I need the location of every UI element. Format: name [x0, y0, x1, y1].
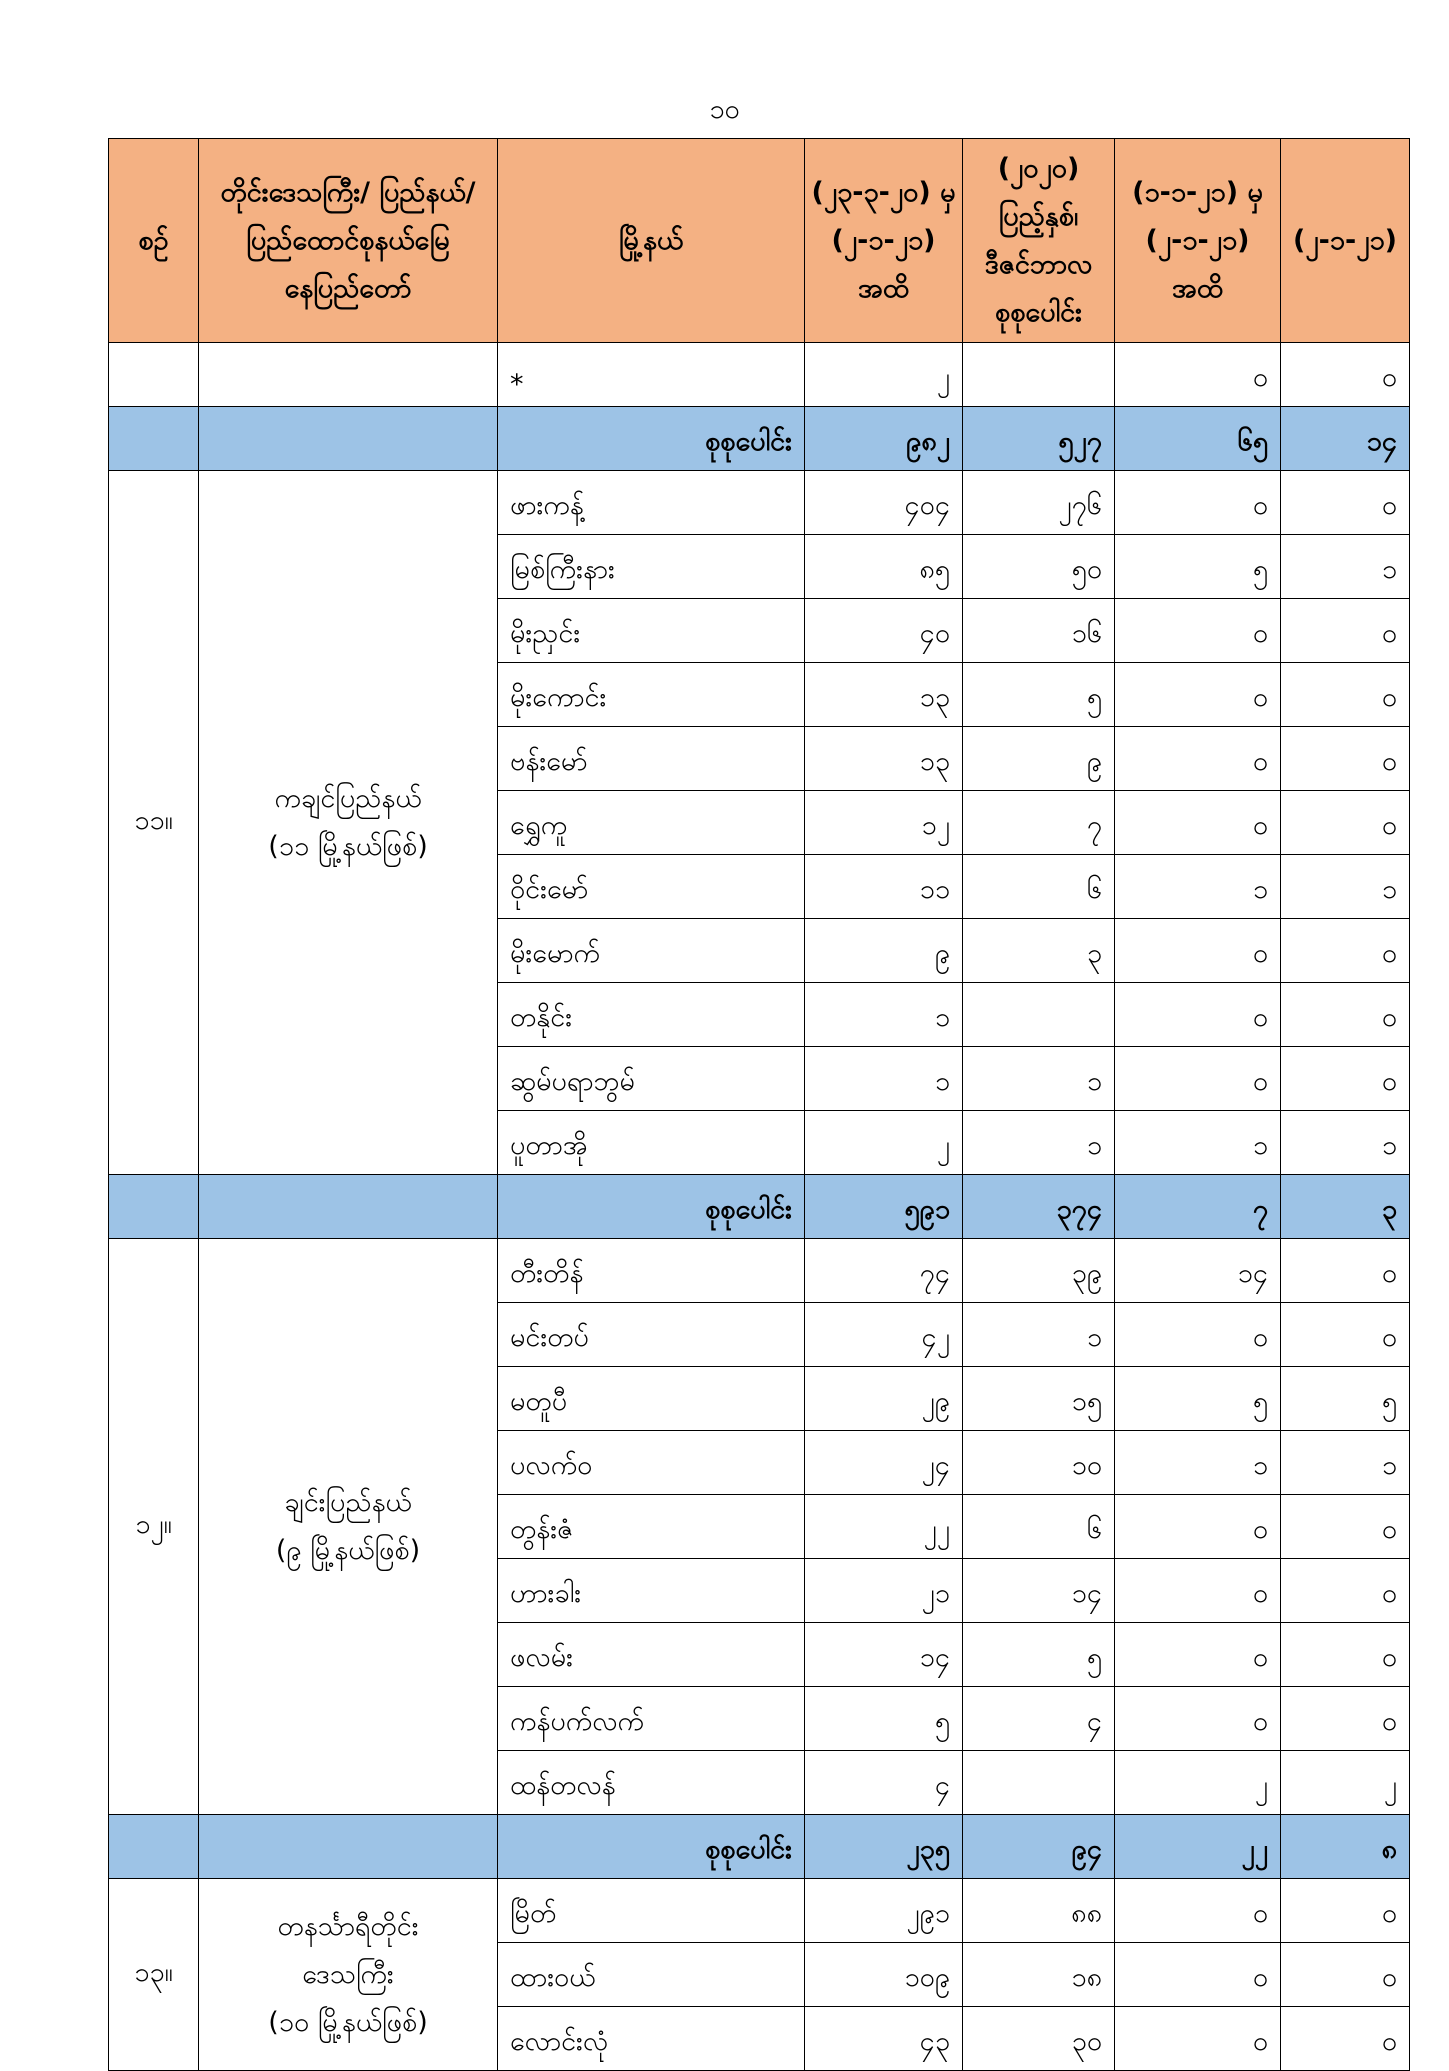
value-cell: ၀	[1281, 2007, 1410, 2071]
header-period-c	[1115, 139, 1281, 343]
value-cell: ၂	[805, 1111, 963, 1175]
value-cell: ၅	[963, 1623, 1115, 1687]
value-cell: ၀	[1115, 1623, 1281, 1687]
value-cell: ၄	[805, 1751, 963, 1815]
value-cell: ၀	[1281, 1943, 1410, 2007]
township-cell: တွန်းဇံ	[498, 1495, 805, 1559]
value-cell: ၄၀	[805, 599, 963, 663]
value-cell: ၀	[1281, 343, 1410, 407]
value-cell: ၀	[1281, 983, 1410, 1047]
value-cell: ၈၈	[963, 1879, 1115, 1943]
value-cell: ၀	[1281, 1623, 1410, 1687]
header-township: မြို့နယ်	[498, 139, 805, 343]
value-cell: ၀	[1115, 727, 1281, 791]
value-cell: ၂	[1281, 1751, 1410, 1815]
township-cell: တနိုင်း	[498, 983, 805, 1047]
subtotal-value: ၃၇၄	[963, 1175, 1115, 1239]
value-cell: ၂၂	[805, 1495, 963, 1559]
subtotal-empty-cell	[109, 1175, 199, 1239]
subtotal-value: ၆၅	[1115, 407, 1281, 471]
subtotal-label: စုစုပေါင်း	[498, 1175, 805, 1239]
header-line: အထိ	[858, 272, 909, 304]
value-cell: ၅	[1115, 1367, 1281, 1431]
township-cell: ဖားကန့်	[498, 471, 805, 535]
value-cell: ၀	[1115, 663, 1281, 727]
value-cell: ၀	[1281, 599, 1410, 663]
value-cell: ၆	[963, 855, 1115, 919]
value-cell: ၀	[1281, 919, 1410, 983]
value-cell: ၁၆	[963, 599, 1115, 663]
header-period-a	[805, 139, 963, 343]
value-cell: ၁	[1281, 535, 1410, 599]
subtotal-value: ၉၄	[963, 1815, 1115, 1879]
value-cell: ၂၇၆	[963, 471, 1115, 535]
page-number: ၁၀	[709, 94, 740, 125]
township-cell: ဗန်းမော်	[498, 727, 805, 791]
value-cell: ၈၅	[805, 535, 963, 599]
value-cell: ၂	[805, 343, 963, 407]
value-cell: ၁၈	[963, 1943, 1115, 2007]
subtotal-value: ၉၈၂	[805, 407, 963, 471]
value-cell: ၀	[1115, 919, 1281, 983]
region-name-line: (၁၁ မြို့နယ်ဖြစ်)	[268, 830, 428, 862]
subtotal-value: ၃	[1281, 1175, 1410, 1239]
region-cell	[199, 1879, 498, 2071]
value-cell: ၁၂	[805, 791, 963, 855]
header-line: (၂-၁-၂၁)	[1145, 224, 1250, 256]
value-cell: ၁၅	[963, 1367, 1115, 1431]
value-cell: ၀	[1115, 1687, 1281, 1751]
value-cell: ၀	[1281, 1303, 1410, 1367]
header-serial-number: စဉ်	[109, 139, 199, 343]
value-cell: ၀	[1115, 1559, 1281, 1623]
value-cell: ၁၄	[963, 1559, 1115, 1623]
value-cell: ၄၂	[805, 1303, 963, 1367]
value-cell: ၇၄	[805, 1239, 963, 1303]
value-cell: ၅	[1115, 535, 1281, 599]
serial-number-cell: ၁၁။	[109, 471, 199, 1175]
header-line: (၂၃-၃-၂၀) မှ	[811, 176, 956, 208]
serial-cell	[109, 343, 199, 407]
value-cell: ၁၀	[963, 1431, 1115, 1495]
township-cell: မတူပီ	[498, 1367, 805, 1431]
township-cell: ဖလမ်း	[498, 1623, 805, 1687]
value-cell: ၁၄	[1115, 1239, 1281, 1303]
subtotal-value: ၈	[1281, 1815, 1410, 1879]
value-cell: ၀	[1115, 2007, 1281, 2071]
value-cell: ၁၃	[805, 727, 963, 791]
header-region-line: နေပြည်တော်	[284, 272, 412, 304]
value-cell	[963, 343, 1115, 407]
value-cell: ၁	[805, 983, 963, 1047]
value-cell: ၄၀၄	[805, 471, 963, 535]
region-group-tanintharyi	[109, 1879, 1410, 2071]
region-group-chin	[109, 1239, 1410, 1815]
township-cell: ကန်ပက်လက်	[498, 1687, 805, 1751]
value-cell	[963, 983, 1115, 1047]
value-cell: ၅	[963, 663, 1115, 727]
value-cell: ၁၄	[805, 1623, 963, 1687]
value-cell: ၀	[1281, 1879, 1410, 1943]
township-cell: မြိတ်	[498, 1879, 805, 1943]
township-cell: မိုးမောက်	[498, 919, 805, 983]
value-cell: ၃၀	[963, 2007, 1115, 2071]
value-cell: ၂၉	[805, 1367, 963, 1431]
table-row	[109, 1879, 1410, 1943]
value-cell: ၄၃	[805, 2007, 963, 2071]
table-row	[109, 471, 1410, 535]
subtotal-value: ၅၉၁	[805, 1175, 963, 1239]
value-cell: ၉	[805, 919, 963, 983]
value-cell: ၁	[1281, 855, 1410, 919]
region-name-line: ဒေသကြီး	[302, 1958, 394, 1990]
header-line: စုစုပေါင်း	[995, 296, 1082, 328]
value-cell: ၇	[963, 791, 1115, 855]
value-cell: ၁၃	[805, 663, 963, 727]
subtotal-row	[109, 1175, 1410, 1239]
township-cell: *	[498, 343, 805, 407]
header-line: ပြည့်နှစ်၊	[998, 200, 1079, 232]
township-cell: မင်းတပ်	[498, 1303, 805, 1367]
value-cell: ၁	[963, 1047, 1115, 1111]
value-cell: ၁	[1115, 1431, 1281, 1495]
header-line: (၁-၁-၂၁) မှ	[1132, 176, 1263, 208]
township-cell: မိုးကောင်း	[498, 663, 805, 727]
header-line: (၂-၁-၂၁)	[831, 224, 936, 256]
township-cell: ပူတာအို	[498, 1111, 805, 1175]
township-cell: မြစ်ကြီးနား	[498, 535, 805, 599]
subtotal-value: ၂၃၅	[805, 1815, 963, 1879]
region-group-kachin	[109, 471, 1410, 1175]
value-cell: ၁	[805, 1047, 963, 1111]
township-cell: ဝိုင်းမော်	[498, 855, 805, 919]
region-cell	[199, 1239, 498, 1815]
header-line: (၂၀၂၀)	[997, 152, 1080, 184]
subtotal-value: ၂၂	[1115, 1815, 1281, 1879]
value-cell: ၁	[1281, 1111, 1410, 1175]
subtotal-empty-cell	[199, 407, 498, 471]
subtotal-row	[109, 1815, 1410, 1879]
header-line: ဒီဇင်ဘာလ	[984, 248, 1093, 280]
subtotal-empty-cell	[199, 1175, 498, 1239]
value-cell: ၅	[1281, 1367, 1410, 1431]
subtotal-empty-cell	[199, 1815, 498, 1879]
header-region	[199, 139, 498, 343]
value-cell: ၀	[1281, 1559, 1410, 1623]
subtotal-empty-cell	[109, 1815, 199, 1879]
value-cell: ၂၉၁	[805, 1879, 963, 1943]
value-cell: ၁၀၉	[805, 1943, 963, 2007]
value-cell	[963, 1751, 1115, 1815]
table-row	[109, 1239, 1410, 1303]
subtotal-row	[109, 407, 1410, 471]
value-cell: ၃	[963, 919, 1115, 983]
value-cell: ၆	[963, 1495, 1115, 1559]
value-cell: ၀	[1115, 599, 1281, 663]
value-cell: ၀	[1115, 791, 1281, 855]
subtotal-value: ၁၄	[1281, 407, 1410, 471]
value-cell: ၀	[1115, 1047, 1281, 1111]
value-cell: ၀	[1281, 1687, 1410, 1751]
region-name-line: (၉ မြို့နယ်ဖြစ်)	[275, 1534, 421, 1566]
township-cell: ပလက်ဝ	[498, 1431, 805, 1495]
value-cell: ၀	[1281, 471, 1410, 535]
value-cell: ၂	[1115, 1751, 1281, 1815]
header-region-line: ပြည်ထောင်စုနယ်မြေ	[246, 224, 450, 256]
value-cell: ၀	[1115, 983, 1281, 1047]
value-cell: ၀	[1115, 343, 1281, 407]
value-cell: ၅	[805, 1687, 963, 1751]
value-cell: ၀	[1115, 1943, 1281, 2007]
value-cell: ၀	[1115, 1879, 1281, 1943]
value-cell: ၀	[1115, 471, 1281, 535]
region-name-line: (၁၀ မြို့နယ်ဖြစ်)	[268, 2006, 428, 2038]
value-cell: ၁	[963, 1303, 1115, 1367]
value-cell: ၀	[1281, 1047, 1410, 1111]
township-cell: လောင်းလုံ	[498, 2007, 805, 2071]
value-cell: ၀	[1281, 1495, 1410, 1559]
region-cell	[199, 471, 498, 1175]
header-period-b	[963, 139, 1115, 343]
serial-number-cell: ၁၃။	[109, 1879, 199, 2071]
header-line: အထိ	[1172, 272, 1223, 304]
township-cell: ရွှေကူ	[498, 791, 805, 855]
township-cell: ထားဝယ်	[498, 1943, 805, 2007]
subtotal-value: ၅၂၇	[963, 407, 1115, 471]
township-cell: ဟားခါး	[498, 1559, 805, 1623]
region-cell	[199, 343, 498, 407]
region-name-line: ချင်းပြည်နယ်	[284, 1486, 412, 1518]
region-name-line: တနင်္သာရီတိုင်း	[277, 1910, 419, 1942]
region-name-line: ကချင်ပြည်နယ်	[274, 782, 422, 814]
value-cell: ၉	[963, 727, 1115, 791]
table-row	[109, 343, 1410, 407]
value-cell: ၀	[1281, 1239, 1410, 1303]
subtotal-label: စုစုပေါင်း	[498, 1815, 805, 1879]
subtotal-label: စုစုပေါင်း	[498, 407, 805, 471]
statistics-table	[108, 138, 1410, 2071]
value-cell: ၀	[1281, 727, 1410, 791]
township-cell: ဆွမ်ပရာဘွမ်	[498, 1047, 805, 1111]
value-cell: ၁	[1115, 1111, 1281, 1175]
value-cell: ၅၀	[963, 535, 1115, 599]
value-cell: ၀	[1115, 1495, 1281, 1559]
serial-number-cell: ၁၂။	[109, 1239, 199, 1815]
header-region-line: တိုင်းဒေသကြီး/ ပြည်နယ်/	[220, 176, 476, 208]
township-cell: ထန်တလန်	[498, 1751, 805, 1815]
header-row	[109, 139, 1410, 343]
value-cell: ၁	[1281, 1431, 1410, 1495]
subtotal-empty-cell	[109, 407, 199, 471]
value-cell: ၃၉	[963, 1239, 1115, 1303]
subtotal-value: ၇	[1115, 1175, 1281, 1239]
value-cell: ၂၄	[805, 1431, 963, 1495]
value-cell: ၁	[1115, 855, 1281, 919]
value-cell: ၁၁	[805, 855, 963, 919]
value-cell: ၂၁	[805, 1559, 963, 1623]
value-cell: ၁	[963, 1111, 1115, 1175]
township-cell: မိုးညှင်း	[498, 599, 805, 663]
header-period-d: (၂-၁-၂၁)	[1281, 139, 1410, 343]
value-cell: ၀	[1281, 663, 1410, 727]
value-cell: ၄	[963, 1687, 1115, 1751]
township-cell: တီးတိန်	[498, 1239, 805, 1303]
value-cell: ၀	[1281, 791, 1410, 855]
value-cell: ၀	[1115, 1303, 1281, 1367]
